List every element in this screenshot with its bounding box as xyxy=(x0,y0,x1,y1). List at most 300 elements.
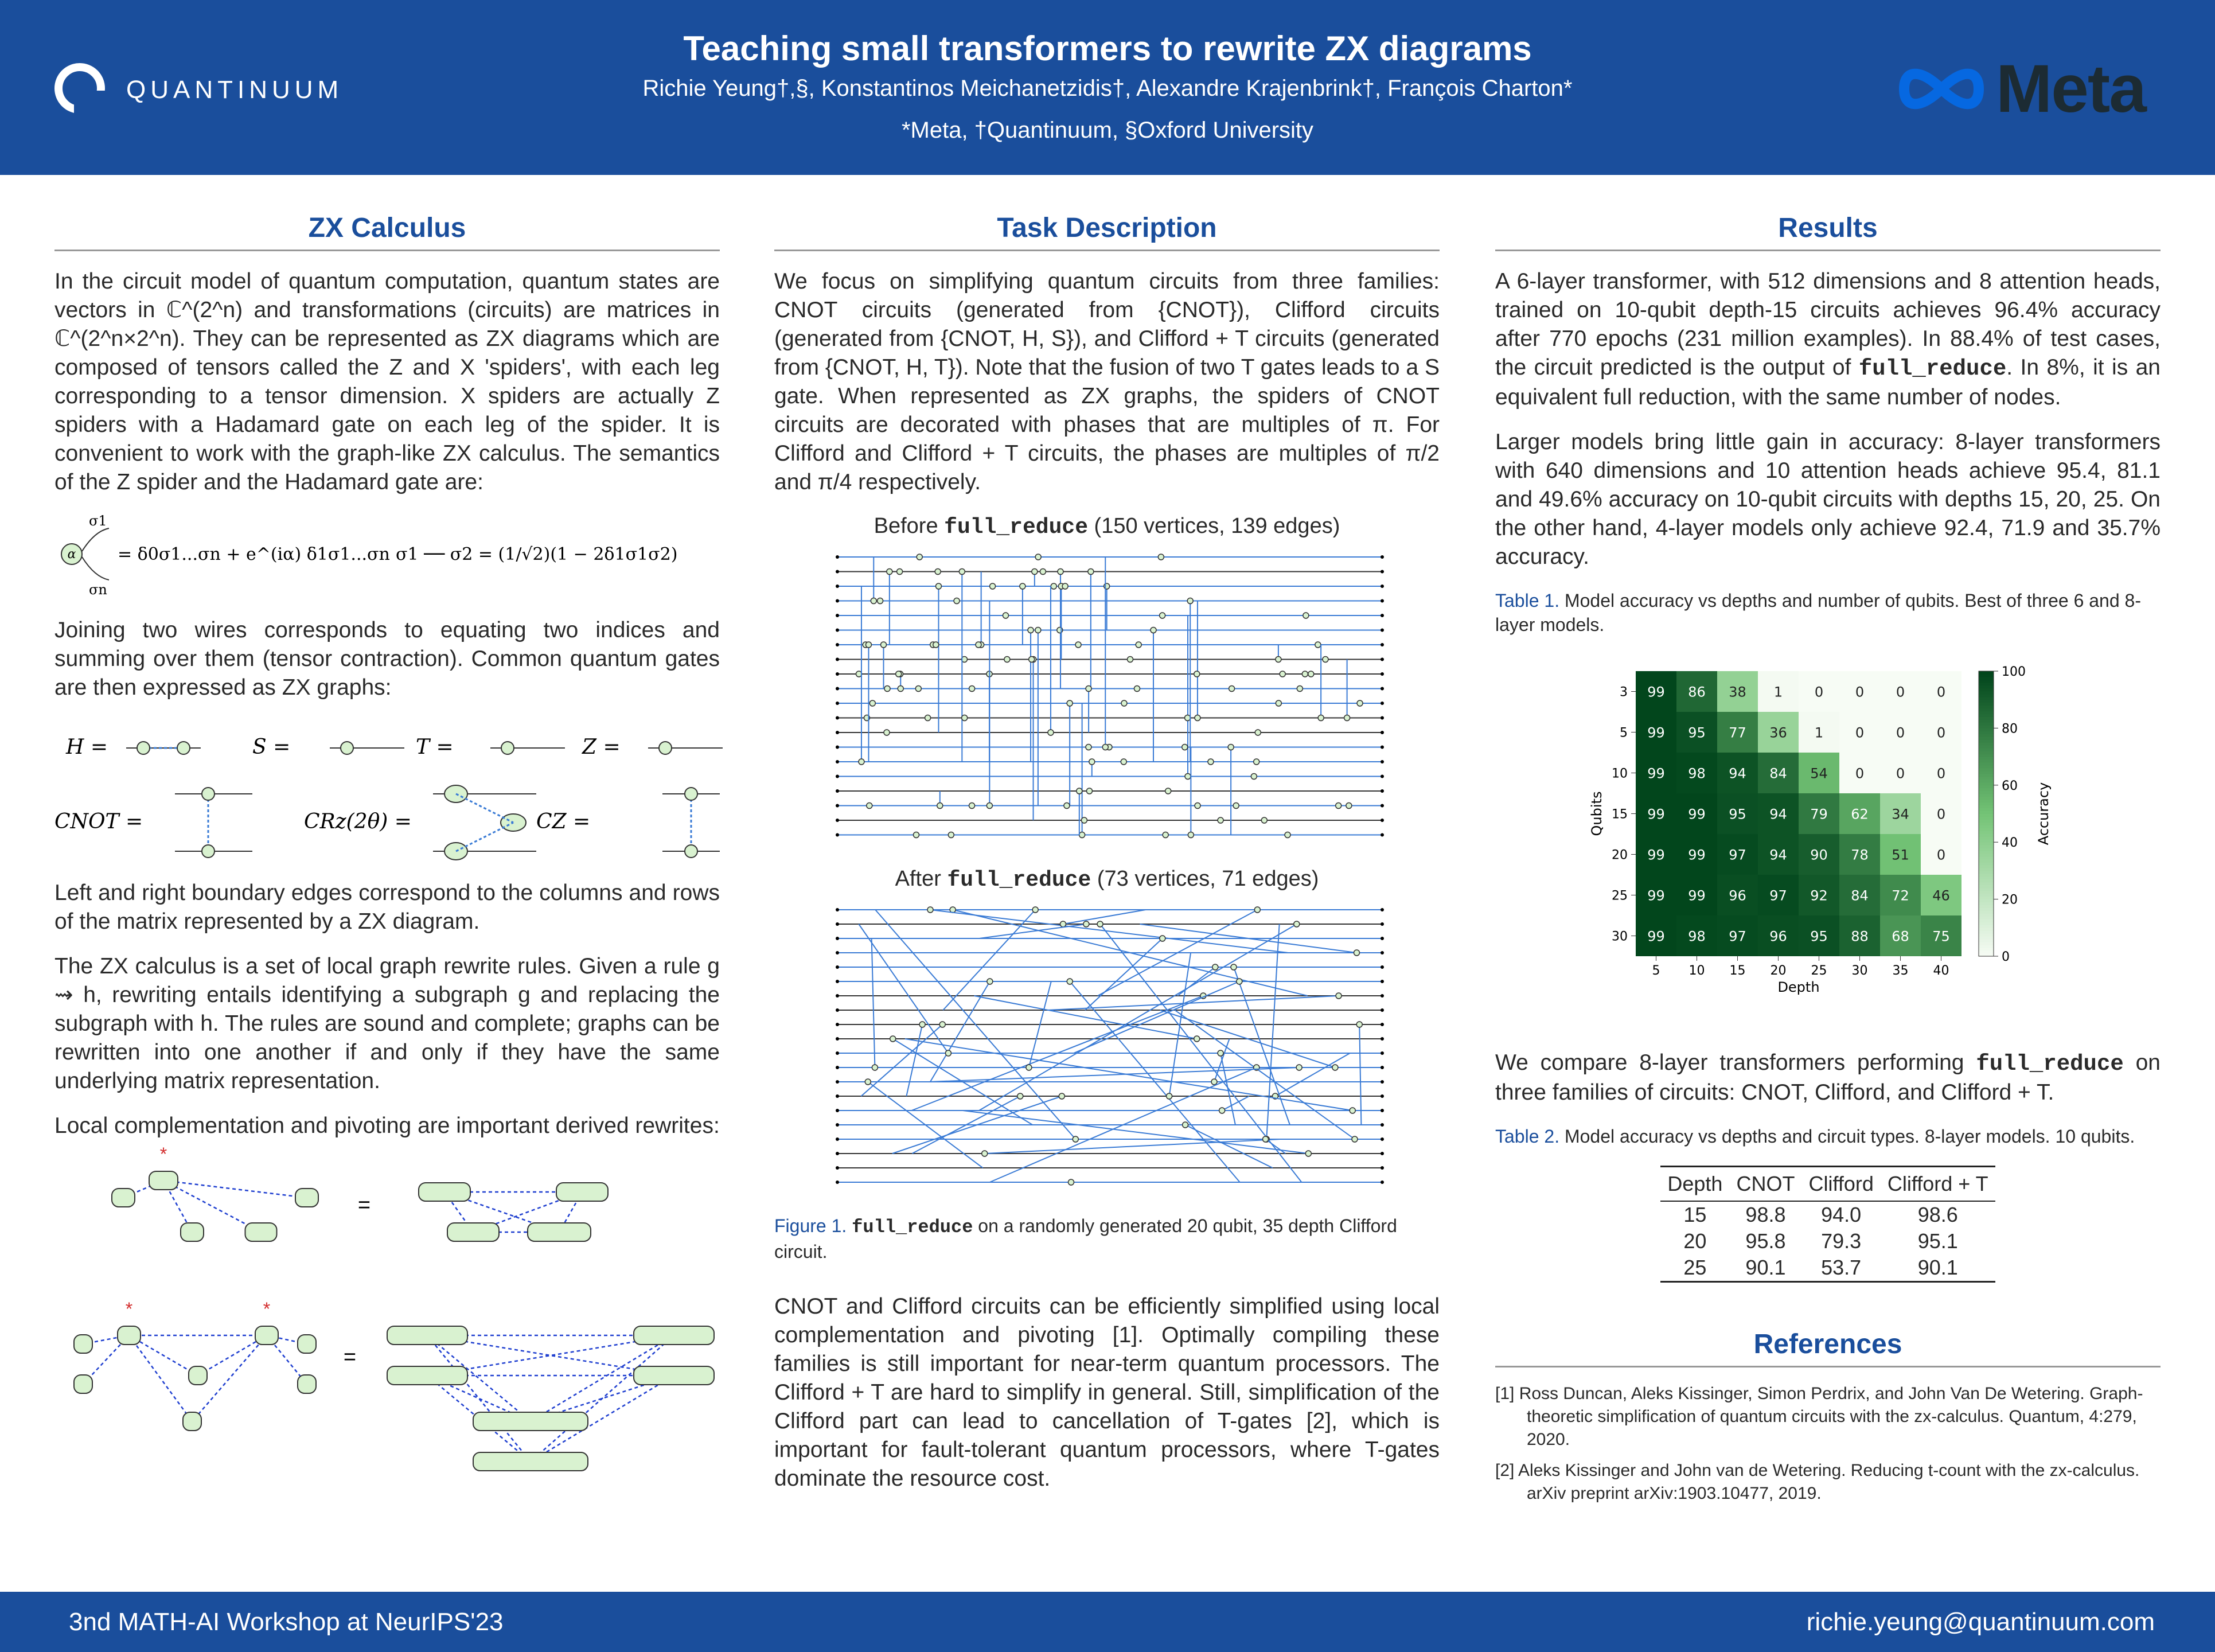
spider-node xyxy=(1029,657,1035,663)
spider-node xyxy=(1064,803,1070,809)
heatmap-value-label: 78 xyxy=(1851,847,1869,863)
z-spider xyxy=(659,742,672,754)
colorbar-segment xyxy=(1979,865,1994,868)
before-diagram-title xyxy=(774,514,1440,540)
boundary-node xyxy=(836,1023,839,1026)
y-tick-label: 3 xyxy=(1620,685,1628,700)
spider-node xyxy=(865,642,871,648)
heatmap-value-label: 88 xyxy=(1851,928,1869,945)
boundary-node xyxy=(1381,658,1384,661)
colorbar-segment xyxy=(1979,859,1994,862)
before-reduce-circuit-graph xyxy=(774,546,1440,850)
spider-node xyxy=(1167,1093,1172,1099)
reference-item: [1] Ross Duncan, Aleks Kissinger, Simon Perdrix, and John Van De Wetering. Graph-theoretic simplification of quantum circuits with the zx-calculus. Quantum, 4:279, 2020. xyxy=(1495,1384,2143,1449)
colorbar-segment xyxy=(1979,805,1994,808)
colorbar-segment xyxy=(1979,819,1994,822)
heatmap-value-label: 99 xyxy=(1647,684,1665,700)
graph-edge xyxy=(905,1039,1352,1111)
spider-node xyxy=(1276,700,1281,706)
heatmap-value-label: 72 xyxy=(1892,887,1909,904)
heatmap-value-label: 0 xyxy=(1814,684,1824,700)
poster-title: Teaching small transformers to rewrite ZX diagrams xyxy=(683,29,1532,68)
graph-edge xyxy=(1175,1010,1355,1139)
before-suffix: (150 vertices, 139 edges) xyxy=(1088,514,1340,538)
spider-node xyxy=(1229,686,1235,692)
colorbar-segment xyxy=(1979,777,1994,780)
colorbar-segment xyxy=(1979,754,1994,757)
colorbar-segment xyxy=(1979,742,1994,745)
colorbar-segment xyxy=(1979,879,1994,882)
z-spider xyxy=(177,742,190,754)
graph-edge xyxy=(963,1111,1309,1154)
colorbar-segment xyxy=(1979,848,1994,851)
spider-node xyxy=(927,907,933,913)
spider-node xyxy=(1336,803,1342,809)
colorbar-segment xyxy=(1979,762,1994,765)
meta-logo xyxy=(1893,51,2162,127)
table-2-rest: 8-layer models. 10 qubits. xyxy=(1919,1126,2135,1147)
t2-cell: 94.0 xyxy=(1821,1203,1862,1226)
colorbar-tick-label: 80 xyxy=(2002,722,2018,737)
boundary-node xyxy=(836,629,839,632)
spider-semantics-diagram xyxy=(54,508,720,600)
spider-node xyxy=(1086,745,1091,750)
spider-node xyxy=(298,1375,316,1393)
colorbar-segment xyxy=(1979,802,1994,805)
spider-node xyxy=(1051,583,1056,589)
colorbar-segment xyxy=(1979,788,1994,791)
boundary-node xyxy=(836,1008,839,1012)
spider-node xyxy=(990,583,996,589)
boundary-node xyxy=(836,672,839,676)
spider-node xyxy=(118,1326,141,1345)
colorbar-segment xyxy=(1979,814,1994,817)
spider-node xyxy=(1020,583,1025,589)
colorbar-segment xyxy=(1979,908,1994,911)
spider-node xyxy=(896,671,902,677)
spider-node xyxy=(556,1183,608,1201)
spider-node xyxy=(387,1326,467,1345)
spider-node xyxy=(887,569,892,575)
boundary-node xyxy=(1381,980,1384,983)
spider-node xyxy=(867,803,872,809)
spider-node xyxy=(1077,788,1082,794)
graph-edge xyxy=(1063,910,1145,924)
spider-node xyxy=(1237,979,1242,984)
t2-header: Clifford xyxy=(1801,1167,1880,1202)
spider-node xyxy=(1251,774,1257,780)
heatmap-value-label: 0 xyxy=(1936,806,1946,823)
results-paragraph-2: Larger models bring little gain in accuracy: 8-layer transformers with 640 dimensions and 10 attention heads achieve 95.4, 81.1 and 49.6% accuracy on 10-qubit circuits with depths 15, 20, 25. On the other hand, 4-layer models only achieve 92.4, 71.9 and 35.7% accuracy. xyxy=(1495,430,2161,569)
t2-cell: 53.7 xyxy=(1801,1254,1880,1282)
t2-cell: 90.1 xyxy=(1881,1254,1995,1282)
spider-node xyxy=(255,1326,278,1345)
spider-node xyxy=(189,1366,207,1385)
heatmap-value-label: 98 xyxy=(1688,765,1706,782)
spider-node xyxy=(1187,598,1193,604)
spider-node xyxy=(1089,759,1095,765)
colorbar-segment xyxy=(1979,700,1994,703)
table-1-caption xyxy=(1495,589,2161,637)
spider-node xyxy=(1073,1136,1078,1142)
heatmap-value-label: 77 xyxy=(1729,724,1746,741)
colorbar-segment xyxy=(1979,876,1994,879)
heatmap-value-label: 86 xyxy=(1688,684,1706,700)
spider-node xyxy=(1318,715,1324,721)
colorbar-segment xyxy=(1979,854,1994,856)
spider-node xyxy=(245,1223,277,1241)
svg-text:σn: σn xyxy=(89,582,107,598)
section-heading-references: References xyxy=(1495,1328,2161,1367)
spider-node xyxy=(969,686,975,692)
spider-node xyxy=(969,803,975,809)
spider-node xyxy=(1182,745,1188,750)
boundary-node xyxy=(836,702,839,705)
spider-node xyxy=(1212,964,1218,970)
spider-node xyxy=(1097,921,1103,927)
graph-edge xyxy=(1085,938,1163,1010)
after-prefix: After xyxy=(895,867,947,891)
spider-node xyxy=(1302,671,1308,677)
colorbar-segment xyxy=(1979,728,1994,731)
spider-node xyxy=(1228,745,1234,750)
colorbar-segment xyxy=(1979,780,1994,782)
graph-edge xyxy=(943,910,1035,1010)
zx-paragraph-3: Left and right boundary edges correspond to the columns and rows of the matrix represented by a ZX diagram. xyxy=(54,880,720,934)
heatmap-value-label: 0 xyxy=(1936,684,1946,700)
boundary-node xyxy=(1381,1080,1384,1084)
heatmap-value-label: 0 xyxy=(1855,684,1865,700)
spider-node xyxy=(1194,1036,1200,1042)
colorbar-segment xyxy=(1979,785,1994,788)
heatmap-value-label: 99 xyxy=(1688,847,1706,863)
heatmap-value-label: 99 xyxy=(1647,724,1665,741)
y-tick-label: 20 xyxy=(1612,848,1628,863)
boundary-node xyxy=(836,965,839,969)
spider-node xyxy=(872,1065,878,1070)
boundary-node xyxy=(1381,951,1384,954)
zx-gates-diagram xyxy=(54,714,720,863)
boundary-node xyxy=(1381,570,1384,574)
x-tick-label: 35 xyxy=(1892,964,1909,978)
spider-node xyxy=(1062,583,1068,589)
colorbar-segment xyxy=(1979,836,1994,839)
spider-node xyxy=(925,715,931,721)
colorbar-segment xyxy=(1979,688,1994,691)
boundary-node xyxy=(1381,716,1384,720)
spider-node xyxy=(1067,979,1073,984)
colorbar-segment xyxy=(1979,925,1994,928)
colorbar-segment xyxy=(1979,674,1994,677)
t2-cell: 79.3 xyxy=(1821,1229,1862,1253)
graph-edge xyxy=(980,924,1086,938)
spider-node xyxy=(1263,1136,1269,1142)
heatmap-value-label: 94 xyxy=(1729,765,1746,782)
z-spider xyxy=(341,742,353,754)
after-code: full_reduce xyxy=(947,868,1091,893)
after-diagram-title xyxy=(774,867,1440,893)
boundary-node xyxy=(1381,672,1384,676)
heatmap-value-label: 99 xyxy=(1647,806,1665,823)
boundary-node xyxy=(1381,965,1384,969)
spider-node xyxy=(1081,817,1087,823)
spider-node xyxy=(1285,832,1290,838)
spider-node xyxy=(1346,803,1352,809)
t2-cell: 20 xyxy=(1683,1229,1707,1253)
boundary-node xyxy=(836,937,839,940)
spider-node xyxy=(939,1022,945,1027)
heatmap-value-label: 46 xyxy=(1932,887,1950,904)
colorbar-tick-label: 0 xyxy=(2002,950,2010,964)
spider-node xyxy=(1344,715,1350,721)
reference-item: [2] Aleks Kissinger and John van de Wetering. Reducing t-count with the zx-calculus. arXiv preprint arXiv:1903.10477, 2019. xyxy=(1495,1461,2140,1503)
spider-node xyxy=(859,759,864,765)
boundary-node xyxy=(1381,789,1384,793)
spider-node xyxy=(1136,642,1141,648)
spider-node xyxy=(1067,700,1073,706)
heatmap-value-label: 75 xyxy=(1932,928,1950,945)
heatmap-value-label: 1 xyxy=(1814,724,1824,741)
colorbar-segment xyxy=(1979,708,1994,711)
spider-node xyxy=(1280,671,1285,677)
footer-banner xyxy=(0,1592,2215,1652)
spider-node xyxy=(1060,921,1066,927)
spider-node xyxy=(919,1022,925,1027)
poster-affiliations: *Meta, †Quantinuum, §Oxford University xyxy=(901,118,1314,143)
spider-node xyxy=(987,979,993,984)
spider-node xyxy=(1151,628,1156,633)
heatmap-value-label: 84 xyxy=(1769,765,1787,782)
boundary-node xyxy=(1381,1051,1384,1055)
spider-node xyxy=(881,642,887,648)
spider-node xyxy=(1255,730,1261,735)
colorbar-segment xyxy=(1979,757,1994,759)
boundary-node xyxy=(836,658,839,661)
colorbar-segment xyxy=(1979,683,1994,685)
boundary-node xyxy=(836,775,839,778)
spider-node xyxy=(1254,907,1260,913)
heatmap-value-label: 99 xyxy=(1647,887,1665,904)
meta-logo-text: Meta xyxy=(1996,51,2146,127)
spider-node xyxy=(915,686,921,692)
y-tick-label: 15 xyxy=(1612,807,1628,822)
zx-paragraph-1: In the circuit model of quantum computation, quantum states are vectors in ℂ^(2^n) and transformations (circuits) are matrices in ℂ^(2^n×2^n). They can be represented as ZX diagrams which are composed of tensors called the Z and X 'spiders', with each leg corresponding to a tensor dimension. X spiders are actually Z spiders with a Hadamard gate on each leg of the spider. It is convenient to work with the graph-like ZX calculus. The semantics of the Z spider and the Hadamard gate are: xyxy=(54,269,720,494)
y-tick-label: 5 xyxy=(1620,726,1628,741)
x-tick-label: 30 xyxy=(1851,964,1868,978)
colorbar-segment xyxy=(1979,774,1994,777)
boundary-node xyxy=(836,804,839,808)
boundary-node xyxy=(1381,1094,1384,1098)
spider-node xyxy=(1004,657,1010,663)
header-banner xyxy=(0,0,2215,175)
colorbar-tick-label: 60 xyxy=(2002,778,2018,793)
poster-authors: Richie Yeung†,§, Konstantinos Meichanetzidis†, Alexandre Krajenbrink†, François Charton* xyxy=(642,76,1573,101)
boundary-node xyxy=(1381,585,1384,588)
heatmap-value-label: 0 xyxy=(1855,765,1865,782)
boundary-node xyxy=(836,687,839,691)
spider-node xyxy=(1086,686,1091,692)
colorbar-segment xyxy=(1979,933,1994,936)
heatmap-value-label: 0 xyxy=(1896,684,1905,700)
boundary-node xyxy=(1381,1166,1384,1170)
boundary-node xyxy=(836,908,839,911)
graph-edge xyxy=(1266,924,1279,1139)
colorbar-segment xyxy=(1979,719,1994,722)
before-code: full_reduce xyxy=(944,515,1088,540)
colorbar-segment xyxy=(1979,694,1994,697)
heatmap-value-label: 98 xyxy=(1688,928,1706,945)
spider-node xyxy=(1035,628,1041,633)
spider-node xyxy=(1261,817,1267,823)
colorbar-segment xyxy=(1979,856,1994,859)
colorbar-segment xyxy=(1979,888,1994,891)
boundary-node xyxy=(836,922,839,926)
colorbar-segment xyxy=(1979,916,1994,919)
boundary-node xyxy=(836,1051,839,1055)
z-spider xyxy=(685,845,697,858)
boundary-node xyxy=(836,1094,839,1098)
hadamard-edge xyxy=(427,1335,531,1462)
spider-node xyxy=(447,1223,499,1241)
figure-1-code: full_reduce xyxy=(852,1217,973,1238)
z-spider xyxy=(501,742,514,754)
t2-cell: 95.1 xyxy=(1917,1229,1958,1253)
heatmap-value-label: 38 xyxy=(1729,684,1746,700)
boundary-node xyxy=(1381,746,1384,749)
colorbar-segment xyxy=(1979,899,1994,902)
heatmap-value-label: 0 xyxy=(1896,724,1905,741)
spider-node xyxy=(935,569,941,575)
accuracy-heatmap xyxy=(1495,654,2161,1032)
t2-cell: 15 xyxy=(1683,1203,1707,1226)
spider-node xyxy=(1088,569,1094,575)
spider-node xyxy=(1183,1122,1188,1128)
x-axis-label: Depth xyxy=(1777,979,1820,995)
spider-node xyxy=(1165,788,1171,794)
spider-node xyxy=(74,1375,92,1393)
boundary-node xyxy=(1381,629,1384,632)
colorbar-segment xyxy=(1979,839,1994,842)
spider-node xyxy=(1218,1050,1223,1056)
x-tick-label: 15 xyxy=(1729,964,1746,978)
colorbar-segment xyxy=(1979,910,1994,913)
boundary-node xyxy=(1381,1152,1384,1155)
spider-node xyxy=(1028,628,1034,633)
boundary-node xyxy=(1381,643,1384,646)
spider-node xyxy=(865,1079,871,1085)
colorbar-segment xyxy=(1979,845,1994,848)
spider-node xyxy=(1336,993,1342,999)
spider-node xyxy=(74,1335,92,1353)
boundary-node xyxy=(1381,731,1384,734)
colorbar-segment xyxy=(1979,714,1994,717)
boundary-node xyxy=(836,1066,839,1069)
heatmap-value-label: 0 xyxy=(1936,847,1946,863)
colorbar-segment xyxy=(1979,831,1994,833)
t2-cell: 95.8 xyxy=(1745,1229,1786,1253)
y-tick-label: 30 xyxy=(1612,929,1628,944)
spider-node xyxy=(419,1183,470,1201)
colorbar-segment xyxy=(1979,711,1994,714)
graph-edge xyxy=(1234,967,1290,1125)
footer-email[interactable]: richie.yeung@quantinuum.com xyxy=(1806,1608,2155,1636)
section-heading-zx: ZX Calculus xyxy=(54,212,720,251)
heatmap-value-label: 99 xyxy=(1688,887,1706,904)
spider-node xyxy=(945,1050,951,1056)
boundary-node xyxy=(1381,908,1384,911)
spider-node xyxy=(1219,1108,1225,1113)
boundary-node xyxy=(836,570,839,574)
spider-node xyxy=(1003,613,1008,618)
heatmap-value-label: 36 xyxy=(1769,724,1787,741)
spider-node xyxy=(1017,1093,1023,1099)
section-heading-task: Task Description xyxy=(774,212,1440,251)
colorbar-segment xyxy=(1979,722,1994,725)
boundary-node xyxy=(836,819,839,822)
graph-edge xyxy=(872,938,875,1067)
colorbar-segment xyxy=(1979,842,1994,845)
t2-cell: 25 xyxy=(1660,1254,1729,1282)
colorbar-segment xyxy=(1979,765,1994,768)
heatmap-value-label: 62 xyxy=(1851,806,1869,823)
spider-node xyxy=(884,730,890,735)
spider-node xyxy=(295,1189,318,1207)
spider-node xyxy=(1233,803,1239,809)
x-tick-label: 40 xyxy=(1933,964,1949,978)
results-p3-a: We compare 8-layer transformers performing xyxy=(1495,1050,1976,1075)
spider-node xyxy=(1185,774,1191,780)
spider-node xyxy=(1303,613,1309,618)
x-tick-label: 20 xyxy=(1770,964,1787,978)
spider-node xyxy=(1079,832,1085,838)
graph-edge xyxy=(861,1024,942,1096)
task-description-column xyxy=(774,212,1440,1493)
colorbar-segment xyxy=(1979,891,1994,894)
heatmap-value-label: 68 xyxy=(1892,928,1909,945)
t2-header: Depth xyxy=(1660,1167,1729,1202)
spider-node xyxy=(1195,803,1200,809)
colorbar-segment xyxy=(1979,677,1994,680)
spider-node xyxy=(1354,950,1359,956)
colorbar-segment xyxy=(1979,748,1994,751)
boundary-node xyxy=(1381,702,1384,705)
spider-node xyxy=(871,598,876,604)
results-p1-a: A 6-layer transformer, with 512 dimensions and 8 attention heads, trained on 10-qubit depth-15 circuits achieves 96.4% accuracy after 770 epochs (231 million examples). In 88.4% of test cases, the circuit predicted is the output of xyxy=(1495,269,2161,380)
graph-edge xyxy=(1074,981,1239,1053)
graph-edge xyxy=(1359,1024,1361,1125)
colorbar-segment xyxy=(1979,797,1994,800)
table-1-rest: Best of three 6 and 8-layer models. xyxy=(1495,590,2141,635)
colorbar-segment xyxy=(1979,782,1994,785)
colorbar-segment xyxy=(1979,945,1994,948)
t2-header: Clifford + T xyxy=(1881,1167,1995,1202)
spider-node xyxy=(1121,700,1127,706)
colorbar-segment xyxy=(1979,919,1994,922)
colorbar-segment xyxy=(1979,897,1994,899)
colorbar-segment xyxy=(1979,885,1994,888)
graph-edge xyxy=(985,1139,1280,1154)
heatmap-value-label: 0 xyxy=(1936,765,1946,782)
spider-node xyxy=(1160,936,1165,941)
spider-node xyxy=(1195,715,1200,721)
colorbar-segment xyxy=(1979,913,1994,916)
spider-node xyxy=(634,1366,714,1385)
boundary-node xyxy=(836,1137,839,1141)
heatmap-value-label: 96 xyxy=(1769,928,1787,945)
colorbar-segment xyxy=(1979,950,1994,953)
colorbar-segment xyxy=(1979,680,1994,683)
colorbar-segment xyxy=(1979,791,1994,794)
